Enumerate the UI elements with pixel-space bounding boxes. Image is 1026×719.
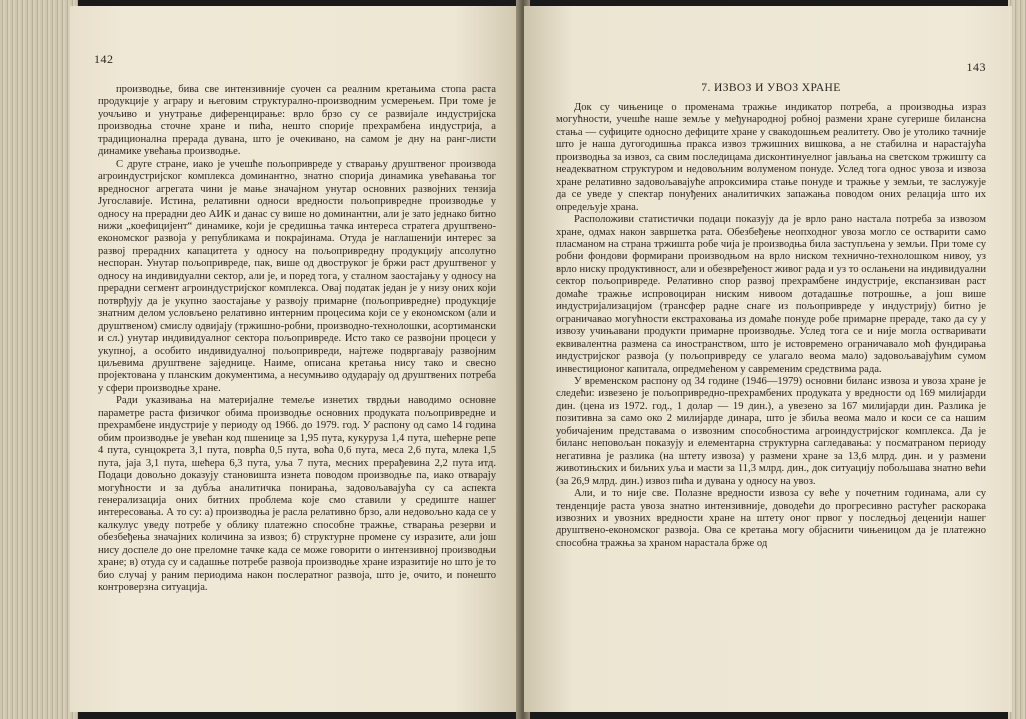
paragraph: Док су чињенице о променама тражње индикатор потреба, а производња израз могућности, учешће наше земље у међународној робној размени хране сугерише билансна стања — суфиците односно дефиците хране у свакодошњем реалитету. Ово је утолико тачније што је наша дугогодишња пракса извоз тржишних вишкова, а не стабилна и нарастајућа производња за извоз, са свим последицама дисконтинуелног јављања на светском тржишту са неадекватном структуром и недовољним волуменом понуде. Услед тога однос увоза и извоза хране релативно задовољавајуће апроксимира стање понуде и тражње у земљи, те заслужује да се уведе у спектар понуђених аналитичких запажања поводом оних релација што их опредељује храна. [556, 102, 986, 213]
page-edges-left [0, 0, 78, 719]
page-number-left: 142 [94, 52, 114, 66]
right-page [524, 6, 1012, 712]
paragraph: Ради указивања на материјалне темеље изнетих тврдњи наводимо основне параметре раста физичког обима производње основних продуката пољопривредне и прехрамбене индустрије у периоду од 1966. до 1979. год. У распону од само 14 година обим производње је увећан код пшенице за 1,95 пута, кукуруза 1,4 пута, шећерне репе 4 пута, сунцокрета 3,1 пута, поврћа 0,5 пута, воћа 0,6 пута, меса 2,6 пута, млека 1,5 пута, јаја 3,1 пута, шећера 6,3 пута, уља 7 пута, месних прерађевина 2,2 пута итд. Подаци довољно доказују становишта изнета поводом производње па, иако отварају могућности и за дубља аналитичка понирања, задовољавајућа су са аспекта генерализација оних битних проблема које смо ставили у средиште нашег интересовања. А то су: а) производња је расла релативно брзо, али недовољно када се у калкулус уведу потребе у облику платежно способне тражње, стварања резерви и обезбеђења значајних количина за извоз; б) структурне промене су изразите, али још нису доспеле до оне преломне тачке када се може говорити о интензивној производњи хране; в) отуда су и садашње потребе развоја производње хране изразитије но што је то био случај у раним периодима након послератног развоја, што је, очито, и понешто контроверзна ситуација. [98, 395, 496, 594]
paragraph: Расположиви статистички подаци показују да је врло рано настала потреба за извозом хране, одмах након завршетка рата. Обезбеђење неопходног увоза могло се остварити само пласманом на страна тржишта робе чија је производња била заступљена у земљи. При томе су робни фондови формирани производњом на врло ниском технично-технолошком нивоу, уз врло ниску продуктивност, али и обезвређеност живог рада и уз то ослањени на индивидуални сектор пољопривреде. Релативно спор развој прехрамбене индустрије, експанзиван раст домаће тражње испровоциран ниским нивоом дотадашње потрошње, а још више индустријализацијом (трансфер радне снаге из пољопривреде у индустрију) битно је ограничавао могућности екстраховања из домаће понуде робе примарне прераде, тако да су у извозу учињавани продукти примарне производње. Услед тога се и није могла остваривати еквивалентна размена са иностранством, што је истовремено ограничавало моћ фундирања индустријског развоја (у пољопривреду се улагало веома мало) задовољавајућим сумом инвестиционог капитала, опредмећеном у савременим средствима рада. [556, 214, 986, 375]
left-page [70, 6, 522, 712]
right-page-body [556, 102, 986, 550]
paragraph: производње, бива све интензивније суочен са реалним кретањима стопа раста продукције у аграру и његовим структурално-производним усмерењем. При томе је уочљиво и унутрање диференцирање: врло брзо су се развијале индустријска производња сточне хране и пића, нешто спорије прехрамбена индустрија, а традиционална прерада дувана, што је очекивано, на самом је дну на ранг-листи динамике увећања производње. [98, 84, 496, 158]
page-number-right: 143 [966, 60, 986, 74]
paragraph: У временском распону од 34 године (1946—1979) основни биланс извоза и увоза хране је следећи: извезено је пољопривредно-прехрамбених продуката у вредности од 169 милијарди дин. (цена из 1972. год., 1 долар — 19 дин.), а увезено за 167 милијарди дин. Разлика је позитивна за само око 2 милијарде динара, што је збиља веома мало и коси се са нашим уобичајеним представама о извозним способностима агроиндустријског комплекса. Да је биланс неповољан показују и елементарна структурна сагледавања: у посматраном периоду негативна је разлика (на штету извоза) у размени хране за 13,6 млрд. дин. и у размени животињских и биљних уља и масти за 11,3 млрд. дин., док ситуацију побољшава знатно већи (за 26,9 млрд. дин.) извоз пића и дувана у односу на увоз. [556, 375, 986, 487]
left-page-body [98, 84, 496, 595]
paragraph: С друге стране, иако је учешће пољопривреде у стварању друштвеног производа агроиндустријског комплекса доминантно, знатно спорија динамика увећавања тог вредносног агрегата чини је мање значајном унутар основних развојних тензија Југославије. Истина, релативни односи вредности пољопривредне производње у односу на прерадни део АИК и данас су више но доминантни, али је зато једнако битно нижи „коефицијент“ динамике, који је средишња тачка интереса стратега друштвено-економског развоја у републикама и покрајинама. Отуда је наглашенији интерес за развој прерадних капацитета у односу на пољопривредну продукцију апсолутно неспоран. Унутар пољопривреде, пак, више од двоструког је бржи раст друштвеног у односу на индивидуални сектор, али је, и поред тога, у сталном заостајању у односу на прерадни сегмент агроиндустријског комплекса. Овај податак један је у низу оних који потврђују да је укупно заостајање у развоју примарне (пољопривредне) продукције знатним делом условљено релативно интерним процесима који се у економском (али и друштвеном) смислу одвијају (тржишно-робни, производно-технолошки, асортимански и сл.) унутар индивидуалног сектора пољопривреде. Исто тако се развојни процеси у укупној, а особито индивидуалној пољопривреди, најтеже подвргавају развојним циљевима друштвене заједнице. Наиме, описана кретања нису тако и свесно пројектована у планским документима, а несумњиво одударају од друштвених потреба у сфери производње хране. [98, 158, 496, 394]
paragraph: Али, и то није све. Полазне вредности извоза су веће у почетним годинама, али су тенденције раста увоза знатно интензивније, доводећи до прогресивно растућег раскорака извозних и увозних вредности хране на штету оног првог у последњој деценији нашег друштвено-економског развоја. Ова се кретања могу објаснити чињеницом да је платежно способна тражња за храном нарастала брже од [556, 488, 986, 549]
section-heading: 7. ИЗВОЗ И УВОЗ ХРАНЕ [701, 82, 841, 94]
